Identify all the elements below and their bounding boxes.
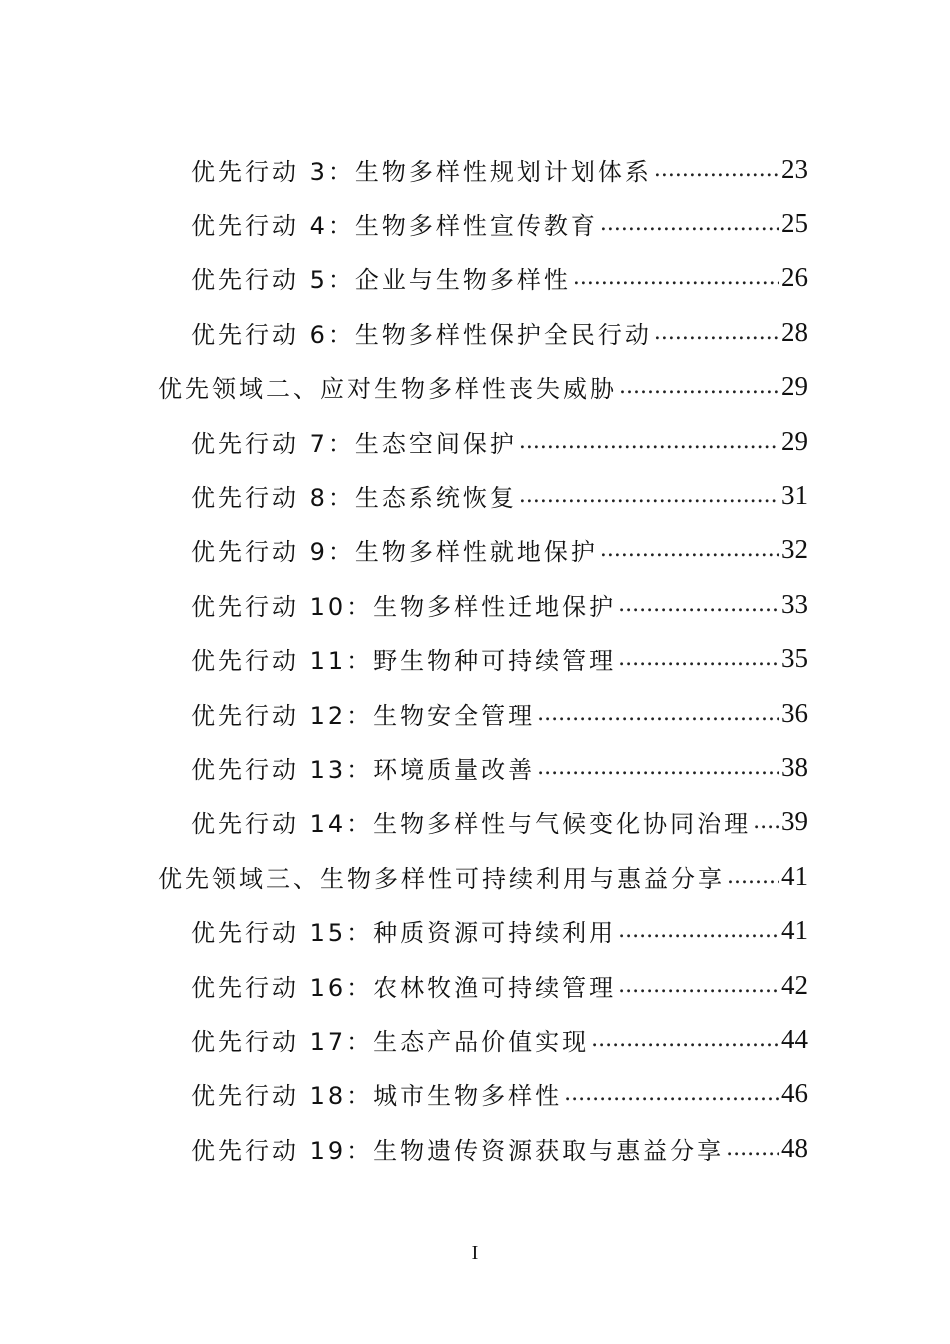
toc-entry-title: 优先行动 15：种质资源可持续利用 — [191, 919, 617, 948]
toc-leader-dots — [618, 918, 779, 943]
toc-entry-title: 优先行动 7：生态空间保护 — [191, 429, 517, 458]
toc-leader-dots — [753, 809, 779, 834]
toc-entry-page: 48 — [781, 1132, 808, 1163]
toc-leader-dots — [519, 483, 779, 508]
toc-entry-page: 23 — [781, 153, 808, 184]
toc-entry-page: 26 — [781, 262, 808, 293]
toc-entry-title: 优先行动 9：生物多样性就地保护 — [191, 538, 598, 567]
toc-entry-title: 优先行动 13：环境质量改善 — [191, 755, 536, 784]
toc-entry-page: 33 — [781, 588, 808, 619]
toc-entry-page: 25 — [781, 208, 808, 239]
toc-leader-dots — [618, 646, 779, 671]
toc-entry-title: 优先行动 5：企业与生物多样性 — [191, 266, 571, 295]
toc-leader-dots — [600, 537, 779, 562]
toc-leader-dots — [591, 1027, 779, 1052]
toc-entry-page: 39 — [781, 806, 808, 837]
toc-entry-page: 29 — [781, 371, 808, 402]
toc-entry-title: 优先行动 19：生物遗传资源获取与惠益分享 — [191, 1136, 725, 1165]
toc-entry-title: 优先行动 3：生物多样性规划计划体系 — [191, 157, 652, 186]
toc-entry[interactable] — [0, 632, 950, 686]
toc-entry[interactable] — [0, 523, 950, 577]
toc-entry-page: 42 — [781, 969, 808, 1000]
toc-entry-title: 优先领域二、应对生物多样性丧失威胁 — [158, 375, 617, 404]
toc-leader-dots — [519, 429, 779, 454]
toc-entry[interactable] — [0, 958, 950, 1012]
toc-leader-dots — [573, 265, 779, 290]
toc-entry[interactable] — [0, 414, 950, 468]
toc-entry[interactable] — [0, 468, 950, 522]
toc-entry-page: 36 — [781, 697, 808, 728]
toc-entry-title: 优先行动 8：生态系统恢复 — [191, 484, 517, 513]
toc-entry[interactable] — [0, 795, 950, 849]
toc-entry-page: 38 — [781, 751, 808, 782]
toc-section-entry[interactable] — [0, 849, 950, 903]
toc-entry[interactable] — [0, 1067, 950, 1121]
toc-entry[interactable] — [0, 1121, 950, 1175]
toc-entry-page: 35 — [781, 643, 808, 674]
toc-entry-title: 优先行动 12：生物安全管理 — [191, 701, 536, 730]
toc-leader-dots — [619, 374, 779, 399]
toc-entry-page: 31 — [781, 480, 808, 511]
toc-entry-title: 优先行动 4：生物多样性宣传教育 — [191, 212, 598, 241]
table-of-contents — [0, 142, 950, 1175]
toc-entry[interactable] — [0, 305, 950, 359]
toc-leader-dots — [654, 320, 779, 345]
toc-entry-title: 优先行动 11：野生物种可持续管理 — [191, 647, 617, 676]
toc-entry[interactable] — [0, 1012, 950, 1066]
toc-leader-dots — [564, 1081, 779, 1106]
toc-entry-title: 优先领域三、生物多样性可持续利用与惠益分享 — [158, 864, 725, 893]
toc-leader-dots — [618, 592, 779, 617]
toc-leader-dots — [726, 1136, 779, 1161]
toc-entry-page: 44 — [781, 1023, 808, 1054]
toc-entry[interactable] — [0, 196, 950, 250]
toc-entry[interactable] — [0, 903, 950, 957]
page-number: I — [471, 1242, 479, 1264]
toc-entry-page: 32 — [781, 534, 808, 565]
toc-entry[interactable] — [0, 686, 950, 740]
toc-entry-title: 优先行动 10：生物多样性迁地保护 — [191, 592, 617, 621]
toc-entry-title: 优先行动 17：生态产品价值实现 — [191, 1027, 590, 1056]
toc-leader-dots — [618, 973, 779, 998]
toc-entry-title: 优先行动 14：生物多样性与气候变化协同治理 — [191, 810, 752, 839]
toc-entry[interactable] — [0, 740, 950, 794]
toc-entry-page: 46 — [781, 1078, 808, 1109]
toc-entry[interactable] — [0, 251, 950, 305]
toc-entry[interactable] — [0, 577, 950, 631]
toc-leader-dots — [600, 211, 779, 236]
toc-entry-page: 29 — [781, 425, 808, 456]
toc-leader-dots — [537, 755, 779, 780]
toc-entry-page: 28 — [781, 316, 808, 347]
toc-entry-title: 优先行动 16：农林牧渔可持续管理 — [191, 973, 617, 1002]
toc-entry-page: 41 — [781, 860, 808, 891]
toc-section-entry[interactable] — [0, 360, 950, 414]
toc-entry-title: 优先行动 18：城市生物多样性 — [191, 1082, 563, 1111]
toc-entry-title: 优先行动 6：生物多样性保护全民行动 — [191, 320, 652, 349]
toc-entry-page: 41 — [781, 915, 808, 946]
toc-leader-dots — [654, 157, 779, 182]
toc-entry[interactable] — [0, 142, 950, 196]
toc-leader-dots — [727, 864, 779, 889]
toc-leader-dots — [537, 701, 779, 726]
